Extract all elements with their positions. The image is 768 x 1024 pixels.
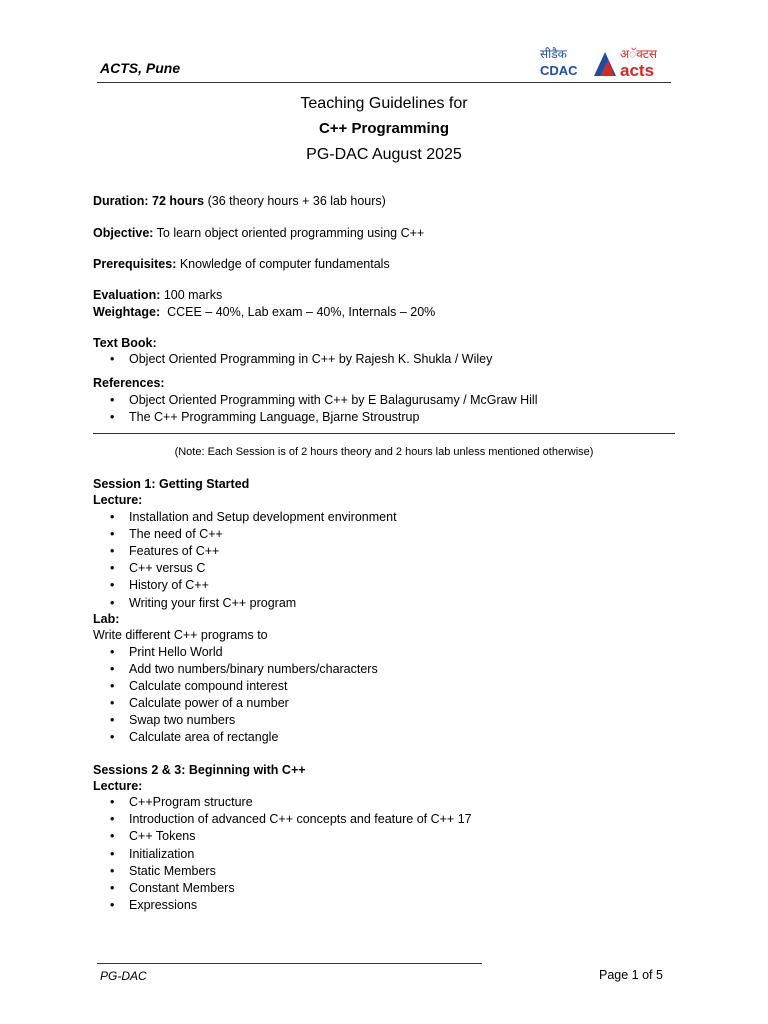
page-number: Page 1 of 5 [599,968,663,982]
prerequisites: Prerequisites: Knowledge of computer fundamentals [93,257,390,271]
cdac-acts-logo [538,44,668,80]
session-note: (Note: Each Session is of 2 hours theory and 2 hours lab unless mentioned otherwise) [174,446,594,458]
title-line2: C++ Programming [318,120,450,137]
title-line1: Teaching Guidelines for [300,95,468,112]
references-label: References: [93,376,165,390]
logo-acts-hindi: अॅक्टस [620,47,657,61]
footer-course: PG-DAC [100,969,147,983]
footer-rule [97,963,482,964]
document-page: ACTS, Pune सीडैक CDAC अॅक्टस acts Teaching Guidelines for C++ Programming PG-DAC August 2025 Duration: 72 hours (36 theory hours + 36 lab hours) Objective: To learn object oriented programming using C++ Prerequisites: Knowledge of computer fundamentals Evaluation: 100 marks Weightage: CCEE – 40%, Lab exam – 40%, Internals – 20% Text Book: Object Oriented Programming in C++ by Rajesh K. Shukla / Wiley References: Object Oriented Programming with C++ by E Balagurusamy / McGraw Hill The C++ Programming Language, Bjarne Stroustrup (Note: Each Session is of 2 hours theory and 2 hours lab unless mentioned otherwise) Session 1: Getting Started Lecture: Installation and Setup development environment The need of C++ Features of C++ C++ versus C History of C++ Writing your first C++ program Lab: Write different C++ programs to Print Hello World Add two numbers/binary numbers/characters Calculate compound interest Calculate power of a number Swap two numbers Calculate area of rectangle Sessions 2 & 3: Beginning with C++ Lecture: C++Program structure Introduction of advanced C++ concepts and feature of C++ 17 C++ Tokens Initialization Static Members Constant Members Expressions PG-DAC Page 1 of 5 [0,0,768,1024]
logo-acts: acts [620,61,655,80]
textbook-label: Text Book: [93,336,157,350]
session2-title: Sessions 2 & 3: Beginning with C++ [93,763,306,777]
header-rule [97,82,671,83]
section-divider [93,433,675,434]
session1-lecture-label: Lecture: [93,493,143,507]
title-line3: PG-DAC August 2025 [306,146,462,163]
objective: Objective: To learn object oriented programming using C++ [93,226,425,240]
duration: Duration: 72 hours (36 theory hours + 36 lab hours) [93,194,386,208]
logo-cdac-hindi: सीडैक [540,47,567,61]
session1-lab-label: Lab: [93,612,120,626]
evaluation: Evaluation: 100 marks [93,288,223,302]
session2-lecture-label: Lecture: [93,779,143,793]
session1-lab-intro: Write different C++ programs to [93,628,268,642]
logo-cdac: CDAC [540,63,578,78]
weightage: Weightage: CCEE – 40%, Lab exam – 40%, Internals – 20% [93,305,436,319]
session1-title: Session 1: Getting Started [93,477,250,491]
header-org: ACTS, Pune [100,60,181,76]
